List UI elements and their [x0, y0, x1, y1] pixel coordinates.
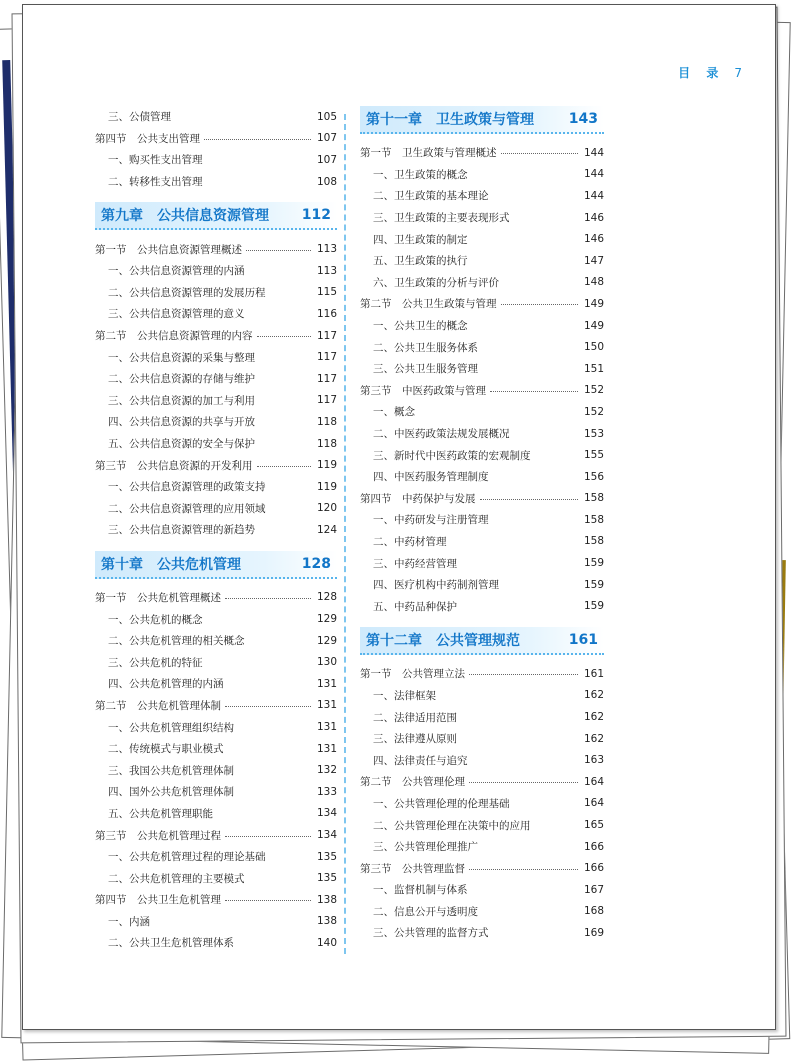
- section-entry[interactable]: [95, 695, 337, 717]
- page-number: 132: [316, 764, 337, 777]
- subsection-title: 二、公共信息资源管理的应用领域: [108, 502, 266, 515]
- section-entry[interactable]: [360, 488, 604, 510]
- page-number: 105: [316, 110, 337, 123]
- section-title: 第三节 中医药政策与管理: [360, 384, 486, 397]
- subsection-title: 一、公共危机管理过程的理论基础: [108, 851, 266, 864]
- section-title: 第三节 公共管理监督: [360, 862, 465, 875]
- page-number: 162: [583, 711, 604, 724]
- section-entry[interactable]: [95, 587, 337, 609]
- page-number: 129: [316, 634, 337, 647]
- page-number: 131: [316, 742, 337, 755]
- subsection-title: 四、公共危机管理的内涵: [108, 678, 224, 691]
- page-number: 152: [583, 405, 604, 418]
- chapter-title: 第十章 公共危机管理: [101, 556, 241, 573]
- subsection-title: 三、新时代中医药政策的宏观制度: [373, 449, 531, 462]
- subsection-title: 三、我国公共危机管理体制: [108, 764, 234, 777]
- subsection-title: 一、公共卫生的概念: [373, 320, 468, 333]
- subsection-title: 三、公共信息资源管理的新趋势: [108, 524, 255, 537]
- page-number: 113: [316, 264, 337, 277]
- page-number: 158: [583, 535, 604, 548]
- page-number: 131: [316, 699, 337, 712]
- subsection-entry[interactable]: [95, 390, 337, 412]
- section-title: 第三节 公共危机管理过程: [95, 829, 221, 842]
- column-divider: [344, 114, 346, 954]
- subsection-entry[interactable]: [95, 608, 337, 630]
- page-number: 144: [583, 146, 604, 159]
- subsection-title: 一、公共信息资源的采集与整理: [108, 351, 255, 364]
- subsection-entry[interactable]: [360, 922, 604, 944]
- subsection-title: 二、卫生政策的基本理论: [373, 190, 489, 203]
- subsection-title: 五、公共信息资源的安全与保护: [108, 438, 255, 451]
- subsection-entry[interactable]: [360, 836, 604, 858]
- section-title: 第一节 公共管理立法: [360, 668, 465, 681]
- subsection-entry[interactable]: [360, 901, 604, 923]
- subsection-title: 二、传统模式与职业模式: [108, 743, 224, 756]
- section-entry[interactable]: [360, 771, 604, 793]
- page-number: 146: [583, 211, 604, 224]
- subsection-title: 四、卫生政策的制定: [373, 233, 468, 246]
- page-number: 115: [316, 286, 337, 299]
- chapter-heading[interactable]: [95, 202, 337, 230]
- page-number: 133: [316, 785, 337, 798]
- subsection-entry[interactable]: [95, 346, 337, 368]
- page-number: 117: [316, 329, 337, 342]
- subsection-title: 二、信息公开与透明度: [373, 905, 478, 918]
- dot-leader: [225, 598, 311, 599]
- page-number: 169: [583, 926, 604, 939]
- page-number: 119: [316, 459, 337, 472]
- section-title: 第四节 公共卫生危机管理: [95, 894, 221, 907]
- chapter-heading[interactable]: [360, 106, 604, 134]
- subsection-entry[interactable]: [95, 716, 337, 738]
- subsection-title: 二、公共危机管理的相关概念: [108, 635, 245, 648]
- subsection-title: 二、公共管理伦理在决策中的应用: [373, 819, 531, 832]
- section-title: 第二节 公共卫生政策与管理: [360, 298, 497, 311]
- page-number: 152: [583, 384, 604, 397]
- subsection-entry[interactable]: [360, 879, 604, 901]
- subsection-title: 五、卫生政策的执行: [373, 255, 468, 268]
- subsection-entry[interactable]: [95, 932, 337, 954]
- subsection-title: 三、公共卫生服务管理: [373, 363, 478, 376]
- subsection-entry[interactable]: [360, 531, 604, 553]
- subsection-title: 一、公共危机的概念: [108, 613, 203, 626]
- subsection-entry[interactable]: [95, 303, 337, 325]
- page-number: 149: [583, 297, 604, 310]
- subsection-entry[interactable]: [95, 738, 337, 760]
- section-title: 第四节 公共支出管理: [95, 132, 200, 145]
- subsection-title: 一、监督机制与体系: [373, 884, 468, 897]
- page-number: 124: [316, 523, 337, 536]
- chapter-page-number: 143: [568, 111, 598, 127]
- page-number: 162: [583, 689, 604, 702]
- page-number: 138: [316, 915, 337, 928]
- subsection-title: 四、法律责任与追究: [373, 754, 468, 767]
- chapter-heading[interactable]: [360, 627, 604, 655]
- chapter-heading[interactable]: [95, 551, 337, 579]
- subsection-entry[interactable]: [95, 368, 337, 390]
- subsection-title: 四、国外公共危机管理体制: [108, 786, 234, 799]
- page-number: 128: [316, 591, 337, 604]
- section-entry[interactable]: [95, 889, 337, 911]
- subsection-entry[interactable]: [95, 867, 337, 889]
- subsection-title: 三、公共管理伦理推广: [373, 841, 478, 854]
- subsection-entry[interactable]: [360, 401, 604, 423]
- subsection-title: 二、公共信息资源的存储与维护: [108, 373, 255, 386]
- page-number: 108: [316, 175, 337, 188]
- header-label: 目 录: [678, 66, 725, 80]
- subsection-entry[interactable]: [360, 207, 604, 229]
- dot-leader: [480, 499, 579, 500]
- page-number: 151: [583, 362, 604, 375]
- section-entry[interactable]: [95, 325, 337, 347]
- subsection-title: 一、公共危机管理组织结构: [108, 721, 234, 734]
- section-title: 第一节 卫生政策与管理概述: [360, 147, 497, 160]
- subsection-title: 一、购买性支出管理: [108, 154, 203, 167]
- subsection-entry[interactable]: [95, 171, 337, 193]
- chapter-page-number: 128: [301, 555, 331, 572]
- toc-column-left: [95, 106, 337, 954]
- page-number: 162: [583, 732, 604, 745]
- subsection-entry[interactable]: [360, 552, 604, 574]
- section-entry[interactable]: [95, 238, 337, 260]
- page-number: 161: [583, 667, 604, 680]
- subsection-title: 一、内涵: [108, 915, 150, 928]
- page-number: 118: [316, 437, 337, 450]
- page-number: 164: [583, 775, 604, 788]
- dot-leader: [225, 900, 311, 901]
- subsection-entry[interactable]: [95, 149, 337, 171]
- subsection-entry[interactable]: [95, 476, 337, 498]
- page-number: 159: [583, 578, 604, 591]
- section-entry[interactable]: [360, 380, 604, 402]
- subsection-title: 四、公共信息资源的共享与开放: [108, 416, 255, 429]
- subsection-title: 二、转移性支出管理: [108, 176, 203, 189]
- page-number: 140: [316, 936, 337, 949]
- section-title: 第一节 公共信息资源管理概述: [95, 243, 242, 256]
- dot-leader: [469, 782, 578, 783]
- page-number: 118: [316, 415, 337, 428]
- subsection-entry[interactable]: [360, 749, 604, 771]
- subsection-title: 三、中药经营管理: [373, 557, 457, 570]
- dot-leader: [257, 336, 312, 337]
- page-number: 119: [316, 480, 337, 493]
- subsection-entry[interactable]: [360, 358, 604, 380]
- page-number: 134: [316, 807, 337, 820]
- page-number: 164: [583, 797, 604, 810]
- subsection-title: 三、法律遵从原则: [373, 733, 457, 746]
- subsection-title: 二、公共信息资源管理的发展历程: [108, 286, 266, 299]
- section-title: 第三节 公共信息资源的开发利用: [95, 459, 253, 472]
- chapter-page-number: 161: [568, 632, 598, 649]
- subsection-entry[interactable]: [95, 781, 337, 803]
- page-number: 168: [583, 905, 604, 918]
- subsection-entry[interactable]: [360, 574, 604, 596]
- dot-leader: [204, 139, 311, 140]
- page-number: 158: [583, 492, 604, 505]
- page-number: 166: [583, 862, 604, 875]
- subsection-entry[interactable]: [360, 164, 604, 186]
- subsection-entry[interactable]: [95, 260, 337, 282]
- page-number: 116: [316, 307, 337, 320]
- page-number: 146: [583, 233, 604, 246]
- toc-column-right: [360, 106, 604, 944]
- section-entry[interactable]: [360, 663, 604, 685]
- section-title: 第一节 公共危机管理概述: [95, 591, 221, 604]
- subsection-title: 三、公共管理的监督方式: [373, 927, 489, 940]
- subsection-entry[interactable]: [95, 911, 337, 933]
- dot-leader: [225, 836, 311, 837]
- subsection-title: 三、卫生政策的主要表现形式: [373, 212, 510, 225]
- dot-leader: [490, 391, 578, 392]
- subsection-entry[interactable]: [360, 185, 604, 207]
- page-number: 134: [316, 829, 337, 842]
- page-number: 107: [316, 132, 337, 145]
- subsection-entry[interactable]: [360, 793, 604, 815]
- subsection-title: 一、概念: [373, 406, 415, 419]
- subsection-title: 三、公共信息资源的加工与利用: [108, 394, 255, 407]
- dot-leader: [469, 674, 578, 675]
- subsection-entry[interactable]: [360, 315, 604, 337]
- subsection-title: 六、卫生政策的分析与评价: [373, 276, 499, 289]
- subsection-title: 五、公共危机管理职能: [108, 807, 213, 820]
- page-number: 131: [316, 677, 337, 690]
- subsection-entry[interactable]: [360, 509, 604, 531]
- page-number: 144: [583, 168, 604, 181]
- page-number: 117: [316, 351, 337, 364]
- page-number: 131: [316, 721, 337, 734]
- subsection-entry[interactable]: [95, 498, 337, 520]
- subsection-entry[interactable]: [95, 630, 337, 652]
- section-entry[interactable]: [360, 857, 604, 879]
- subsection-title: 一、公共信息资源管理的内涵: [108, 265, 245, 278]
- subsection-entry[interactable]: [95, 519, 337, 541]
- chapter-title: 第九章 公共信息资源管理: [101, 208, 269, 225]
- subsection-entry[interactable]: [360, 814, 604, 836]
- subsection-entry[interactable]: [95, 106, 337, 128]
- subsection-entry[interactable]: [95, 846, 337, 868]
- page-number: 156: [583, 470, 604, 483]
- dot-leader: [501, 153, 579, 154]
- subsection-title: 二、公共卫生危机管理体系: [108, 937, 234, 950]
- subsection-entry[interactable]: [360, 595, 604, 617]
- subsection-title: 四、医疗机构中药制剂管理: [373, 579, 499, 592]
- subsection-title: 三、公债管理: [108, 111, 171, 124]
- page-number: 117: [316, 394, 337, 407]
- page-number: 144: [583, 189, 604, 202]
- subsection-title: 三、公共危机的特征: [108, 656, 203, 669]
- page-number: 155: [583, 449, 604, 462]
- page-number: 135: [316, 850, 337, 863]
- page-number: 158: [583, 513, 604, 526]
- page-number: 149: [583, 319, 604, 332]
- page-number: 107: [316, 153, 337, 166]
- section-title: 第四节 中药保护与发展: [360, 492, 476, 505]
- subsection-entry[interactable]: [360, 250, 604, 272]
- dot-leader: [225, 706, 311, 707]
- section-title: 第二节 公共信息资源管理的内容: [95, 330, 253, 343]
- page-number: 167: [583, 883, 604, 896]
- section-entry[interactable]: [360, 293, 604, 315]
- subsection-entry[interactable]: [360, 685, 604, 707]
- dot-leader: [469, 869, 578, 870]
- page-number: 130: [316, 656, 337, 669]
- subsection-entry[interactable]: [360, 228, 604, 250]
- subsection-title: 一、法律框架: [373, 689, 436, 702]
- subsection-entry[interactable]: [95, 673, 337, 695]
- subsection-title: 一、公共管理伦理的伦理基础: [373, 797, 510, 810]
- subsection-entry[interactable]: [95, 433, 337, 455]
- section-entry[interactable]: [95, 454, 337, 476]
- page-number: 163: [583, 754, 604, 767]
- dot-leader: [257, 466, 312, 467]
- subsection-title: 四、中医药服务管理制度: [373, 471, 489, 484]
- dot-leader: [501, 304, 579, 305]
- subsection-title: 一、公共信息资源管理的政策支持: [108, 481, 266, 494]
- subsection-title: 一、卫生政策的概念: [373, 168, 468, 181]
- subsection-entry[interactable]: [360, 272, 604, 294]
- subsection-entry[interactable]: [95, 411, 337, 433]
- section-entry[interactable]: [95, 824, 337, 846]
- subsection-entry[interactable]: [360, 728, 604, 750]
- page-number: 147: [583, 254, 604, 267]
- subsection-entry[interactable]: [95, 759, 337, 781]
- section-title: 第二节 公共管理伦理: [360, 776, 465, 789]
- page-number: 165: [583, 819, 604, 832]
- subsection-entry[interactable]: [360, 336, 604, 358]
- page-number: 148: [583, 276, 604, 289]
- running-header: [678, 64, 742, 81]
- subsection-entry[interactable]: [95, 282, 337, 304]
- page-number: 159: [583, 600, 604, 613]
- subsection-entry[interactable]: [360, 466, 604, 488]
- page-number: 150: [583, 341, 604, 354]
- subsection-title: 二、中医药政策法规发展概况: [373, 428, 510, 441]
- page-number: 113: [316, 243, 337, 256]
- page-number: 166: [583, 840, 604, 853]
- page-number: 138: [316, 893, 337, 906]
- subsection-title: 五、中药品种保护: [373, 600, 457, 613]
- subsection-entry[interactable]: [360, 423, 604, 445]
- subsection-entry[interactable]: [95, 651, 337, 673]
- subsection-title: 一、中药研发与注册管理: [373, 514, 489, 527]
- subsection-title: 三、公共信息资源管理的意义: [108, 308, 245, 321]
- section-title: 第二节 公共危机管理体制: [95, 699, 221, 712]
- subsection-entry[interactable]: [360, 444, 604, 466]
- chapter-title: 第十二章 公共管理规范: [366, 633, 520, 650]
- subsection-title: 二、公共卫生服务体系: [373, 341, 478, 354]
- page-number: 153: [583, 427, 604, 440]
- page-number: 129: [316, 613, 337, 626]
- header-page-number: 7: [734, 66, 742, 80]
- page-number: 117: [316, 372, 337, 385]
- chapter-title: 第十一章 卫生政策与管理: [366, 112, 534, 128]
- subsection-title: 二、中药材管理: [373, 535, 447, 548]
- section-entry[interactable]: [360, 142, 604, 164]
- chapter-page-number: 112: [301, 207, 331, 224]
- subsection-title: 二、法律适用范围: [373, 711, 457, 724]
- subsection-entry[interactable]: [360, 706, 604, 728]
- page-number: 159: [583, 557, 604, 570]
- section-entry[interactable]: [95, 128, 337, 150]
- subsection-entry[interactable]: [95, 803, 337, 825]
- subsection-title: 二、公共危机管理的主要模式: [108, 872, 245, 885]
- page-number: 135: [316, 872, 337, 885]
- page-number: 120: [316, 502, 337, 515]
- dot-leader: [246, 250, 311, 251]
